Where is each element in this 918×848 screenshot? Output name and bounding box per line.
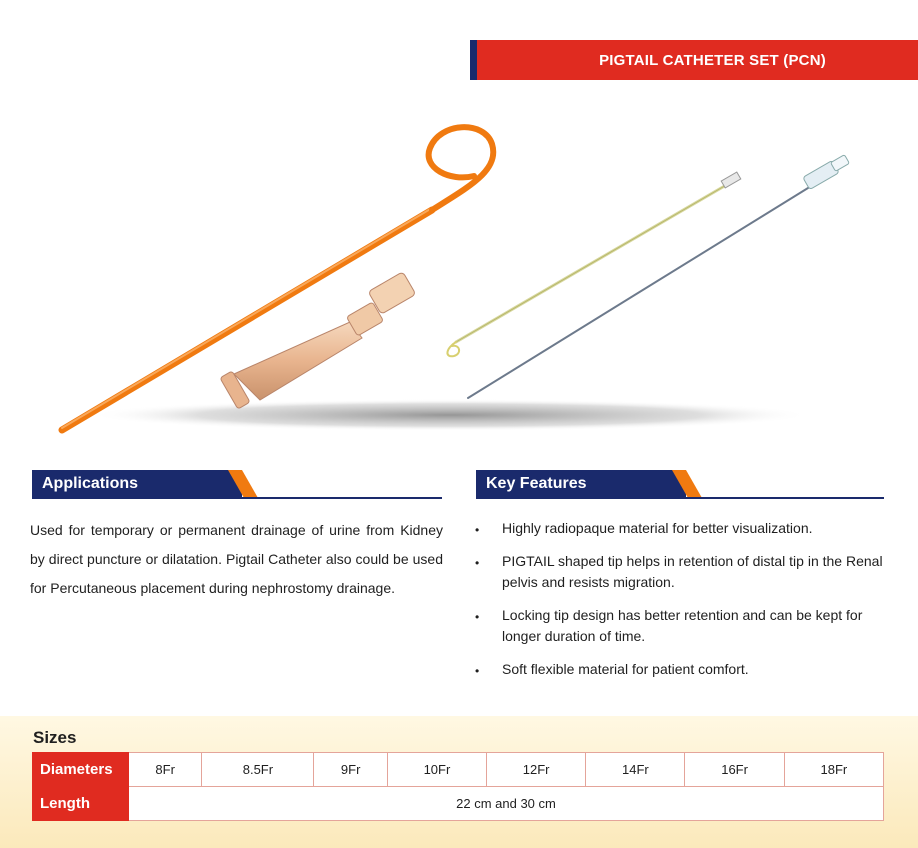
length-value: 22 cm and 30 cm xyxy=(129,787,884,821)
applications-underline xyxy=(32,497,442,499)
sizes-label: Sizes xyxy=(33,728,77,747)
product-title: PIGTAIL CATHETER SET (PCN) xyxy=(599,51,826,69)
catheter-set-illustration xyxy=(0,110,918,450)
diameter-cell: 12Fr xyxy=(487,753,586,787)
diameters-row xyxy=(33,753,884,787)
feature-item: • Locking tip design has better retention and can be kept for longer duration of time. xyxy=(475,605,887,647)
product-title-bar xyxy=(470,40,918,80)
diameter-cell: 8.5Fr xyxy=(202,753,314,787)
diameters-label: Diameters xyxy=(33,753,129,787)
key-features-heading-label: Key Features xyxy=(486,475,587,492)
key-features-heading-accent xyxy=(672,470,712,498)
length-label: Length xyxy=(33,787,129,821)
feature-item: • Soft flexible material for patient comfort. xyxy=(475,659,887,680)
floor-shadow xyxy=(90,399,810,431)
length-row xyxy=(33,787,884,821)
diameter-cell: 18Fr xyxy=(784,753,883,787)
diameter-cell: 16Fr xyxy=(685,753,784,787)
puncture-needle xyxy=(468,155,849,398)
diameter-cell: 10Fr xyxy=(387,753,486,787)
sizes-table xyxy=(32,752,884,821)
key-features-underline xyxy=(476,497,884,499)
applications-heading-accent xyxy=(228,470,268,498)
diameter-cell: 14Fr xyxy=(586,753,685,787)
diameter-cell: 9Fr xyxy=(314,753,387,787)
luer-hub xyxy=(220,272,416,409)
key-features-list xyxy=(475,518,887,692)
key-features-heading xyxy=(476,470,686,498)
guide-wire xyxy=(447,172,740,356)
applications-heading xyxy=(32,470,242,498)
applications-text: Used for temporary or permanent drainage of urine from Kidney by direct puncture or dilatation. Pigtail Catheter also could be used for Percutaneous placement during nephrostomy drainage. xyxy=(30,522,443,596)
feature-item: • PIGTAIL shaped tip helps in retention of distal tip in the Renal pelvis and resists migration. xyxy=(475,551,887,593)
feature-item: • Highly radiopaque material for better visualization. xyxy=(475,518,887,539)
diameter-cell: 8Fr xyxy=(129,753,202,787)
applications-heading-label: Applications xyxy=(42,475,139,492)
